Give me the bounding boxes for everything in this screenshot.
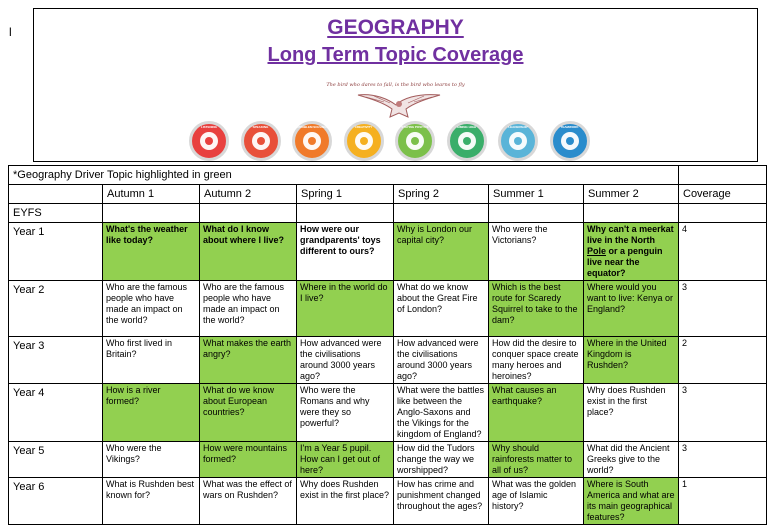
coverage-count: 1 [679, 478, 767, 525]
badge-label: TEAMWORK [560, 125, 579, 129]
column-header-row [9, 185, 767, 204]
topic-cell: Why should rainforests matter to all of us? [489, 442, 584, 478]
eyfs-label: EYFS [9, 204, 103, 223]
topic-cell: What's the weather like today? [103, 223, 200, 281]
table-row [9, 337, 767, 384]
empty-cell [297, 204, 394, 223]
text-cursor-mark: l [9, 25, 12, 39]
empty-cell [394, 204, 489, 223]
year-label: Year 2 [9, 281, 103, 337]
topic-cell: Who were the Romans and why were they so powerful? [297, 384, 394, 442]
leaf-icon [395, 121, 435, 161]
topic-cell: Who are the famous people who have made an impact on the world? [200, 281, 297, 337]
column-header: Summer 1 [489, 185, 584, 204]
column-header: Spring 2 [394, 185, 489, 204]
coverage-count: 4 [679, 223, 767, 281]
empty-cell [679, 204, 767, 223]
topic-cell: Why is London our capital city? [394, 223, 489, 281]
values-badges [187, 121, 607, 165]
table-row [9, 442, 767, 478]
topic-cell: How advanced were the civilisations around 3000 years ago? [394, 337, 489, 384]
coverage-count: 3 [679, 442, 767, 478]
table-row [9, 478, 767, 525]
topic-cell: Where would you want to live: Kenya or England? [584, 281, 679, 337]
lightbulb-icon [344, 121, 384, 161]
topic-cell: How has crime and punishment changed throughout the ages? [394, 478, 489, 525]
topic-cell: I'm a Year 5 pupil. How can I get out of here? [297, 442, 394, 478]
page-title: GEOGRAPHY [327, 16, 464, 39]
corner-cell [9, 185, 103, 204]
topic-cell: Why does Rushden exist in the first place? [584, 384, 679, 442]
badge-label: AIMING HIGH [456, 125, 477, 129]
topic-cell: What was the effect of wars on Rushden? [200, 478, 297, 525]
topic-cell: How did the desire to conquer space create many heroes and heroines? [489, 337, 584, 384]
topic-text-post: or a penguin live near the equator? [587, 246, 663, 278]
topic-cell: What did the Ancient Greeks give to the world? [584, 442, 679, 478]
topic-cell: Who were the Victorians? [489, 223, 584, 281]
year-label: Year 6 [9, 478, 103, 525]
topic-cell: Who first lived in Britain? [103, 337, 200, 384]
topic-coverage-table [8, 165, 767, 525]
topic-cell [584, 223, 679, 281]
topic-cell: Where in the world do I live? [297, 281, 394, 337]
column-header: Summer 2 [584, 185, 679, 204]
topic-cell: Why does Rushden exist in the first place? [297, 478, 394, 525]
school-motto: The bird who dares to fall, is the bird who learns to fly [326, 82, 465, 88]
topic-cell: Who are the famous people who have made an impact on the world? [103, 281, 200, 337]
topic-cell: How is a river formed? [103, 384, 200, 442]
speech-bubble-icon [241, 121, 281, 161]
eagle-logo-icon [354, 89, 444, 121]
year-label: Year 5 [9, 442, 103, 478]
column-header: Autumn 2 [200, 185, 297, 204]
badge-label: STAYING POSITIVE [401, 125, 429, 129]
empty-cell [489, 204, 584, 223]
badge-label: SPEAKING [252, 125, 269, 129]
puzzle-icon [292, 121, 332, 161]
coverage-count: 2 [679, 337, 767, 384]
table-row [9, 223, 767, 281]
topic-text-ul: Pole [587, 246, 607, 256]
column-header: Coverage [679, 185, 767, 204]
megaphone-icon [498, 121, 538, 161]
topic-cell: Who were the Vikings? [103, 442, 200, 478]
topic-cell: What do we know about the Great Fire of London? [394, 281, 489, 337]
note-blank-cell [679, 166, 767, 185]
driver-note: *Geography Driver Topic highlighted in green [13, 169, 232, 181]
coverage-count: 3 [679, 281, 767, 337]
mountain-icon [447, 121, 487, 161]
coverage-count: 3 [679, 384, 767, 442]
topic-cell: Where in the United Kingdom is Rushden? [584, 337, 679, 384]
page-subtitle: Long Term Topic Coverage [267, 44, 524, 66]
year-label: Year 4 [9, 384, 103, 442]
topic-cell: What was the golden age of Islamic history? [489, 478, 584, 525]
topic-cell: How advanced were the civilisations around 3000 years ago? [297, 337, 394, 384]
teamwork-icon [550, 121, 590, 161]
topic-cell: What do we know about European countries? [200, 384, 297, 442]
topic-cell: What causes an earthquake? [489, 384, 584, 442]
column-header: Autumn 1 [103, 185, 200, 204]
badge-label: LISTENING [200, 125, 217, 129]
table-row [9, 281, 767, 337]
topic-text-pre: Why can't a meerkat live in the North [587, 224, 674, 245]
topic-cell: Where is South America and what are its main geographical features? [584, 478, 679, 525]
column-header: Spring 1 [297, 185, 394, 204]
badge-label: PROBLEM SOLVING [297, 125, 327, 129]
topic-cell: How did the Tudors change the way we worshipped? [394, 442, 489, 478]
note-cell [9, 166, 679, 185]
eyfs-row [9, 204, 767, 223]
topic-cell: What do I know about where I live? [200, 223, 297, 281]
topic-cell: How were mountains formed? [200, 442, 297, 478]
topic-cell: What makes the earth angry? [200, 337, 297, 384]
year-label: Year 1 [9, 223, 103, 281]
ear-icon [189, 121, 229, 161]
empty-cell [584, 204, 679, 223]
badge-label: LEADERSHIP [508, 125, 528, 129]
empty-cell [200, 204, 297, 223]
header-box [33, 8, 758, 162]
table-row [9, 384, 767, 442]
badge-label: CREATIVITY [354, 125, 373, 129]
topic-cell: Which is the best route for Scaredy Squirrel to take to the dam? [489, 281, 584, 337]
topic-cell: What were the battles like between the Anglo-Saxons and the Vikings for the kingdom of England? [394, 384, 489, 442]
empty-cell [103, 204, 200, 223]
topic-cell: What is Rushden best known for? [103, 478, 200, 525]
topic-cell: How were our grandparents' toys different to ours? [297, 223, 394, 281]
year-label: Year 3 [9, 337, 103, 384]
